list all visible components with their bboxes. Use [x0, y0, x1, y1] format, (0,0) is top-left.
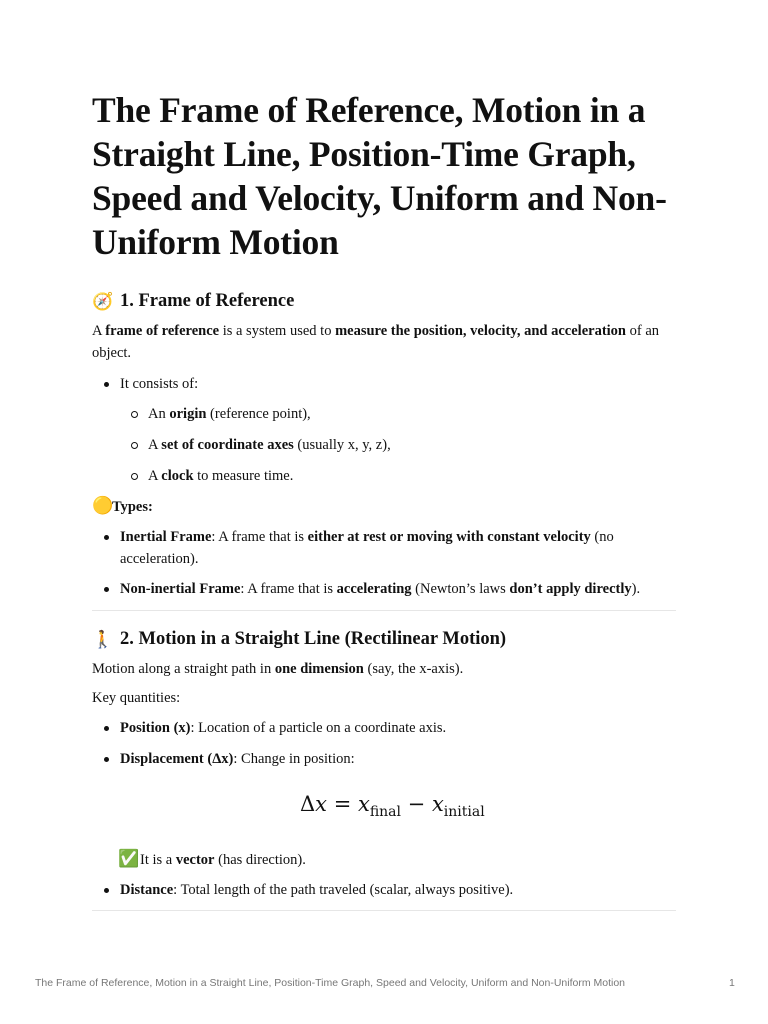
bold-text: Displacement (Δx): [120, 751, 234, 767]
types-list: [92, 578, 682, 600]
types-list: [92, 526, 676, 570]
text: : A frame that is: [211, 529, 308, 545]
list-item: [92, 373, 676, 395]
bold-text: one dimension: [274, 661, 364, 677]
bold-text: measure the position, velocity, and acceleration: [335, 323, 626, 339]
components-list: [92, 434, 676, 456]
motion-intro-paragraph: [92, 658, 676, 680]
list-item-text: It consists of:: [120, 376, 199, 392]
section-heading-text: 2. Motion in a Straight Line (Rectilinear Motion): [120, 629, 507, 649]
bold-text: either at rest or moving with constant velocity: [307, 529, 591, 545]
section-heading-text: 1. Frame of Reference: [120, 291, 295, 311]
bold-text: Position (x): [120, 720, 191, 736]
list-item: [92, 465, 676, 487]
bold-text: don’t apply directly: [509, 581, 632, 597]
text: to measure time.: [193, 468, 294, 484]
text: An: [148, 406, 170, 422]
displacement-formula: [300, 792, 485, 820]
list-item-inertial-frame: [92, 526, 676, 570]
formula-variable: x: [357, 792, 370, 816]
text: A: [148, 468, 162, 484]
bold-text: clock: [161, 468, 194, 484]
text: (reference point),: [206, 406, 311, 422]
consists-list: [92, 373, 676, 395]
text: : Change in position:: [233, 751, 355, 767]
yellow-circle-icon: 🟡: [92, 496, 114, 516]
quantities-list: [92, 879, 676, 901]
list-item: [92, 434, 676, 456]
section-divider: [92, 610, 676, 611]
text: (Newton’s laws: [411, 581, 510, 597]
list-item-distance: [92, 879, 676, 901]
formula-variable: x: [315, 792, 328, 816]
section-heading-frame-of-reference: [92, 291, 294, 312]
text: ).: [631, 581, 641, 597]
text: : Location of a particle on a coordinate axis.: [190, 720, 447, 736]
footer-title: The Frame of Reference, Motion in a Straight Line, Position-Time Graph, Speed and Velocity, Uniform and Non-Uniform Motion: [35, 977, 626, 989]
bold-text: frame of reference: [105, 323, 220, 339]
text: of an object.: [92, 323, 659, 361]
list-item-non-inertial-frame: [92, 578, 682, 600]
text: (has direction).: [214, 852, 306, 868]
formula-subscript-initial: initial: [443, 804, 485, 820]
text: (usually x, y, z),: [293, 437, 391, 453]
page-number: 1: [729, 977, 735, 989]
bold-text: set of coordinate axes: [161, 437, 294, 453]
bold-text: Non-inertial Frame: [120, 581, 241, 597]
text: A: [92, 323, 106, 339]
text: : A frame that is: [240, 581, 337, 597]
types-label: [92, 495, 153, 518]
bold-text: accelerating: [336, 581, 412, 597]
formula-delta: Δ: [300, 792, 316, 816]
text: (no acceleration).: [120, 529, 614, 567]
quantities-list: [92, 717, 676, 739]
text: It is a: [140, 852, 176, 868]
bold-text: Types:: [112, 499, 153, 515]
text: A: [148, 437, 162, 453]
formula-minus: −: [401, 792, 432, 816]
compass-icon: 🧭: [92, 291, 114, 312]
formula-equals: =: [327, 792, 358, 816]
bold-text: origin: [169, 406, 207, 422]
text: : Total length of the path traveled (scalar, always positive).: [173, 882, 514, 898]
list-item-displacement: [92, 748, 676, 770]
check-mark-icon: ✅: [118, 849, 140, 869]
formula-subscript-final: final: [369, 804, 401, 820]
list-item: [92, 403, 676, 425]
list-item-position: [92, 717, 676, 739]
page-title: The Frame of Reference, Motion in a Straight Line, Position-Time Graph, Speed and Velocity, Uniform and Non-Uniform Motion: [92, 90, 667, 262]
text: (say, the x-axis).: [363, 661, 464, 677]
section-divider: [92, 910, 676, 911]
vector-note: [118, 848, 306, 871]
walking-person-icon: 🚶: [92, 629, 114, 650]
frame-definition-paragraph: [92, 320, 676, 364]
components-list: [92, 403, 676, 425]
bold-text: Inertial Frame: [120, 529, 212, 545]
components-list: [92, 465, 676, 487]
bold-text: vector: [175, 852, 215, 868]
text: Motion along a straight path in: [92, 661, 275, 677]
key-quantities-label: Key quantities:: [92, 690, 181, 706]
section-heading-motion-straight-line: [92, 629, 506, 650]
formula-variable: x: [431, 792, 444, 816]
quantities-list: [92, 748, 676, 770]
text: is a system used to: [219, 323, 336, 339]
bold-text: Distance: [120, 882, 174, 898]
